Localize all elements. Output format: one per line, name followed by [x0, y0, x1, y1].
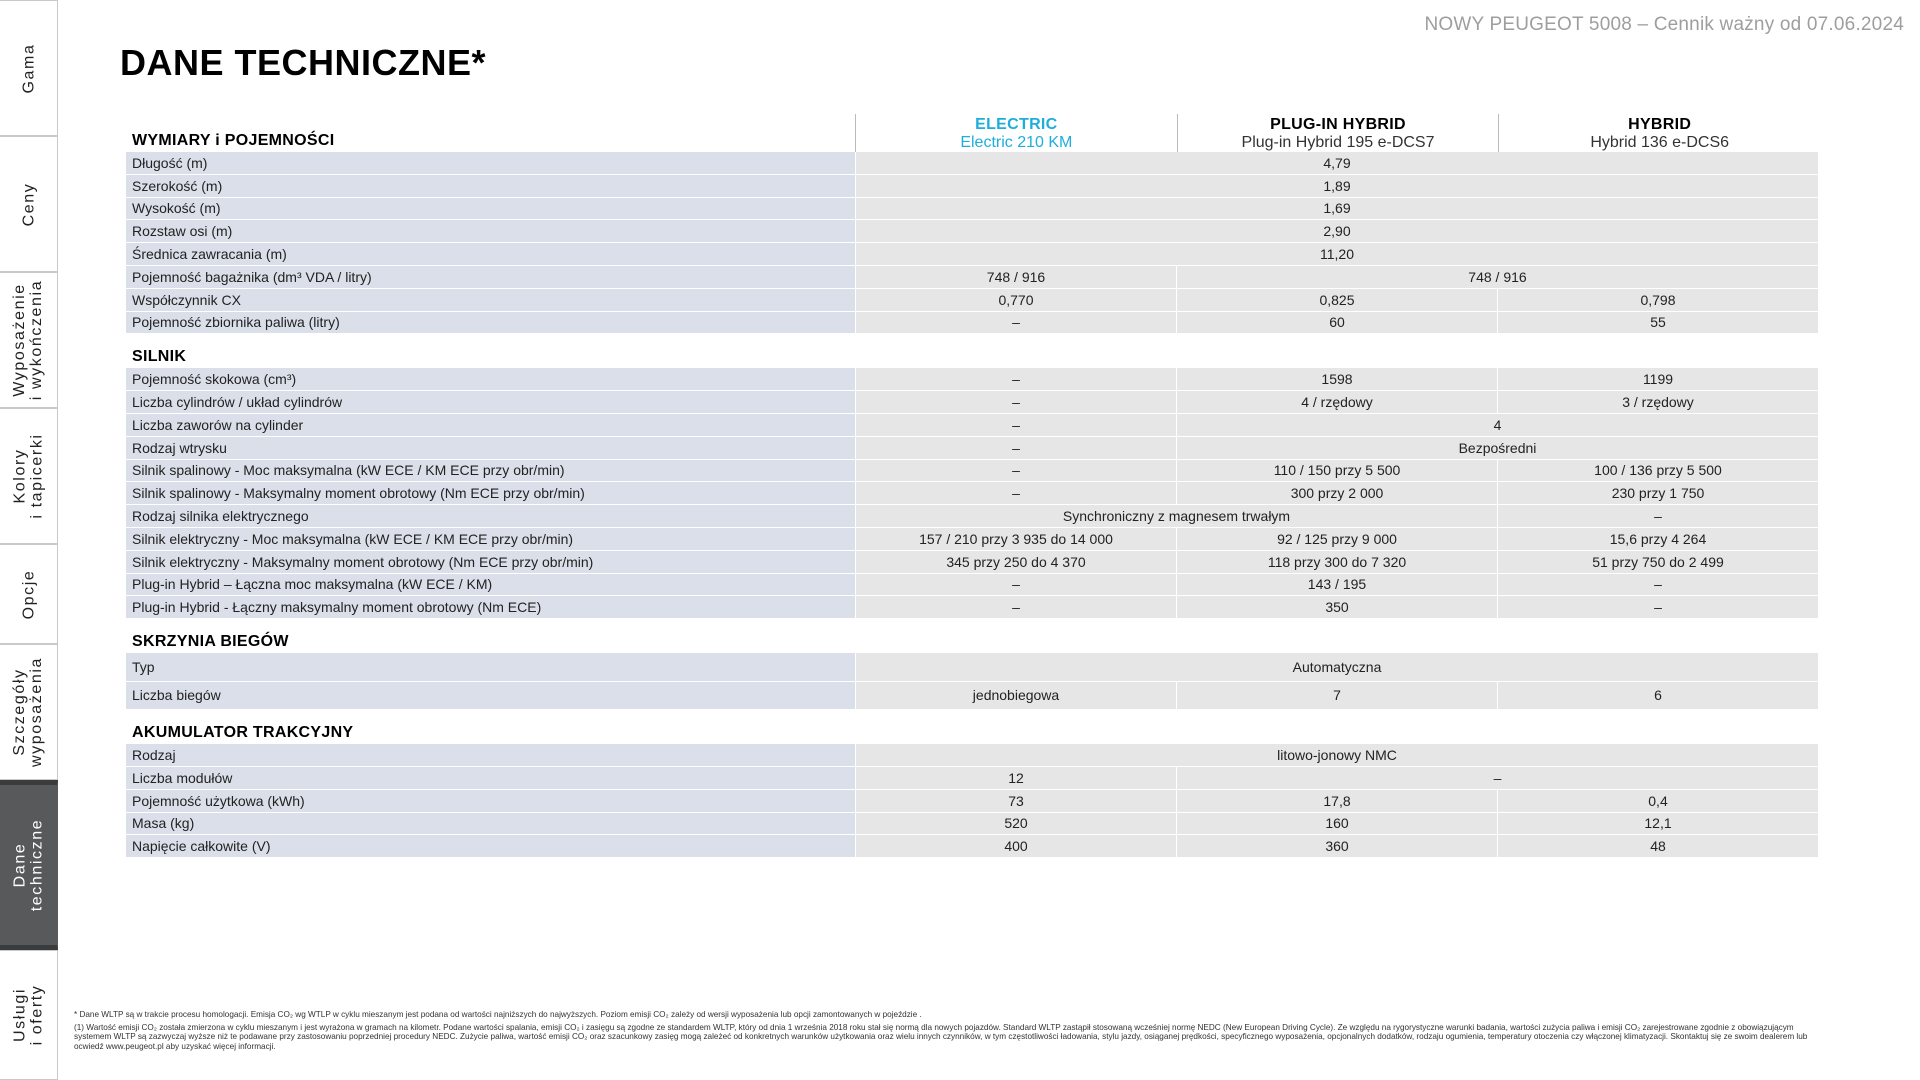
column-title: PLUG-IN HYBRID: [1270, 116, 1406, 133]
column-title: ELECTRIC: [975, 116, 1058, 133]
table-row: [126, 482, 1820, 505]
sidebar-tab-label: Dane techniczne: [11, 818, 46, 912]
table-row: [126, 551, 1820, 574]
row-label: Silnik spalinowy - Maksymalny moment obrotowy (Nm ECE przy obr/min): [126, 482, 855, 504]
footnote-co2: (1) Wartość emisji CO₂ została zmierzona w cyklu mieszanym i jest wyrażona w gramach na kilometr. Podane wartości spalania, emisji CO₂ i zasięgu są zgodne ze standardem WLTP, który od dnia 1 września 2018 roku stał się normą dla nowych pojazdów. Standard WLTP zastąpił stosowaną wcześniej normę NEDC (New European Driving Cycle). Ze względu na rygorystyczne warunki badania, wartości zużycia paliwa i emisji CO₂ zarejestrowane zgodnie z obowiązującym systemem WLTP są zazwyczaj wyższe niż te podawane przy zastosowaniu poprzedniej procedury NEDC. Zużycie paliwa, wartość emisji CO₂ oraz szacunkowy zasięg mogą zależeć od konkretnych warunków użytkowania oraz wielu innych czynników, w tym częstotliwości ładowania, stylu jazdy, osiąganej prędkości, specyficznego wyposażenia, opcjonalnych dodatków, rodzaju ogumienia, temperatury otoczenia czy włączonej klimatyzacji. Skontaktuj się ze swoim dealerem lub ocwiedź www.peugeot.pl aby uzyskać więcej informacji.: [74, 1022, 1808, 1051]
table-cell: 100 / 136 przy 5 500: [1497, 460, 1818, 482]
table-cell: 230 przy 1 750: [1497, 482, 1818, 504]
table-cell: 3 / rzędowy: [1497, 391, 1818, 413]
table-cell: Synchroniczny z magnesem trwałym: [855, 505, 1497, 527]
row-label: Rozstaw osi (m): [126, 220, 855, 242]
sidebar-tab-label: Opcje: [19, 569, 37, 619]
row-label: Długość (m): [126, 152, 855, 174]
table-row: [126, 414, 1820, 437]
table-row: [126, 220, 1820, 243]
table-cell: –: [1497, 596, 1818, 618]
table-row: [126, 198, 1820, 221]
table-cell: Automatyczna: [855, 653, 1818, 681]
table-cell: 11,20: [855, 243, 1818, 265]
sidebar-tab-label: Gama: [19, 43, 37, 93]
section-title: WYMIARY i POJEMNOŚCI: [132, 132, 335, 149]
table-cell: 2,90: [855, 220, 1818, 242]
row-label: Silnik elektryczny - Moc maksymalna (kW ECE / KM ECE przy obr/min): [126, 528, 855, 550]
row-label: Współczynnik CX: [126, 289, 855, 311]
row-label: Liczba biegów: [126, 682, 855, 710]
table-cell: 51 przy 750 do 2 499: [1497, 551, 1818, 573]
table-row: [126, 813, 1820, 836]
row-label: Liczba cylindrów / układ cylindrów: [126, 391, 855, 413]
table-cell: –: [855, 574, 1176, 596]
table-row: [126, 175, 1820, 198]
table-cell: –: [855, 437, 1176, 459]
column-header-2: [1498, 114, 1820, 152]
table-row: [126, 243, 1820, 266]
sidebar-tab-label: Usługi i oferty: [11, 984, 46, 1046]
table-row: [126, 460, 1820, 483]
row-label: Pojemność zbiornika paliwa (litry): [126, 312, 855, 334]
table-cell: 1,69: [855, 198, 1818, 220]
table-cell: 48: [1497, 835, 1818, 857]
table-cell: 143 / 195: [1176, 574, 1497, 596]
row-label: Plug-in Hybrid - Łączny maksymalny moment obrotowy (Nm ECE): [126, 596, 855, 618]
row-label: Rodzaj silnika elektrycznego: [126, 505, 855, 527]
footnotes: [74, 1010, 1814, 1054]
table-cell: 360: [1176, 835, 1497, 857]
table-row: [126, 653, 1820, 682]
sidebar-tab-label: Wyposażenie i wykończenia: [11, 279, 46, 401]
footnote-wltp: * Dane WLTP są w trakcie procesu homologacji. Emisja CO₂ wg WTLP w cyklu mieszanym jest podana od wartości najniższych do najwyższych. Poziom emisji CO₂ zależy od wersji wyposażenia lub opcji zamontowanych w pojeździe .: [74, 1010, 922, 1019]
table-cell: 7: [1176, 682, 1497, 710]
table-cell: 1,89: [855, 175, 1818, 197]
table-cell: –: [1497, 505, 1818, 527]
table-cell: 0,4: [1497, 790, 1818, 812]
row-label: Szerokość (m): [126, 175, 855, 197]
row-label: Masa (kg): [126, 813, 855, 835]
table-cell: 6: [1497, 682, 1818, 710]
table-cell: –: [855, 414, 1176, 436]
row-label: Plug-in Hybrid – Łączna moc maksymalna (kW ECE / KM): [126, 574, 855, 596]
table-cell: –: [1176, 767, 1818, 789]
table-row: [126, 289, 1820, 312]
sidebar-tab-3[interactable]: [0, 408, 58, 544]
row-label: Pojemność skokowa (cm³): [126, 368, 855, 390]
table-cell: 4: [1176, 414, 1818, 436]
table-row: [126, 505, 1820, 528]
table-row: [126, 368, 1820, 391]
table-cell: 60: [1176, 312, 1497, 334]
specs-table: [126, 114, 1820, 858]
table-cell: 118 przy 300 do 7 320: [1176, 551, 1497, 573]
table-cell: jednobiegowa: [855, 682, 1176, 710]
column-header-0: [855, 114, 1177, 152]
sidebar-tab-7[interactable]: [0, 950, 58, 1080]
table-row: [126, 312, 1820, 335]
table-row: [126, 574, 1820, 597]
row-label: Silnik elektryczny - Maksymalny moment obrotowy (Nm ECE przy obr/min): [126, 551, 855, 573]
section-title: AKUMULATOR TRAKCYJNY: [132, 724, 354, 742]
table-cell: 15,6 przy 4 264: [1497, 528, 1818, 550]
table-cell: 157 / 210 przy 3 935 do 14 000: [855, 528, 1176, 550]
table-row: [126, 767, 1820, 790]
table-cell: 160: [1176, 813, 1497, 835]
table-cell: 350: [1176, 596, 1497, 618]
column-subtitle: Plug-in Hybrid 195 e-DCS7: [1241, 134, 1435, 151]
table-cell: litowo-jonowy NMC: [855, 744, 1818, 766]
table-row: [126, 437, 1820, 460]
table-cell: 110 / 150 przy 5 500: [1176, 460, 1497, 482]
table-cell: 748 / 916: [855, 266, 1176, 288]
table-cell: 0,825: [1176, 289, 1497, 311]
row-label: Wysokość (m): [126, 198, 855, 220]
sidebar-nav: [0, 0, 58, 1080]
table-cell: 73: [855, 790, 1176, 812]
table-row: [126, 596, 1820, 619]
table-cell: 12,1: [1497, 813, 1818, 835]
section-title: SILNIK: [132, 348, 187, 366]
column-subtitle: Hybrid 136 e-DCS6: [1590, 134, 1730, 151]
table-cell: –: [855, 391, 1176, 413]
price-list-header: NOWY PEUGEOT 5008 – Cennik ważny od 07.06.2024: [1424, 14, 1904, 35]
table-cell: –: [1497, 574, 1818, 596]
row-label: Silnik spalinowy - Moc maksymalna (kW ECE / KM ECE przy obr/min): [126, 460, 855, 482]
column-title: HYBRID: [1628, 116, 1692, 133]
table-row: [126, 744, 1820, 767]
table-cell: 345 przy 250 do 4 370: [855, 551, 1176, 573]
table-row: [126, 152, 1820, 175]
column-subtitle: Electric 210 KM: [960, 134, 1073, 151]
table-cell: 1199: [1497, 368, 1818, 390]
row-label: Pojemność bagażnika (dm³ VDA / litry): [126, 266, 855, 288]
row-label: Liczba modułów: [126, 767, 855, 789]
table-row: [126, 835, 1820, 858]
table-cell: 1598: [1176, 368, 1497, 390]
row-label: Rodzaj wtrysku: [126, 437, 855, 459]
table-cell: 520: [855, 813, 1176, 835]
table-row: [126, 266, 1820, 289]
table-cell: 4 / rzędowy: [1176, 391, 1497, 413]
sidebar-tab-5[interactable]: [0, 644, 58, 780]
table-cell: –: [855, 460, 1176, 482]
table-cell: 0,798: [1497, 289, 1818, 311]
table-row: [126, 391, 1820, 414]
table-cell: 748 / 916: [1176, 266, 1818, 288]
row-label: Napięcie całkowite (V): [126, 835, 855, 857]
sidebar-tab-label: Szczegóły wyposażenia: [11, 656, 46, 768]
table-cell: –: [855, 596, 1176, 618]
table-cell: 400: [855, 835, 1176, 857]
table-row: [126, 528, 1820, 551]
table-cell: 55: [1497, 312, 1818, 334]
table-cell: 0,770: [855, 289, 1176, 311]
table-cell: 17,8: [1176, 790, 1497, 812]
section-title: SKRZYNIA BIEGÓW: [132, 633, 289, 651]
row-label: Pojemność użytkowa (kWh): [126, 790, 855, 812]
table-cell: 92 / 125 przy 9 000: [1176, 528, 1497, 550]
table-cell: –: [855, 312, 1176, 334]
table-cell: 4,79: [855, 152, 1818, 174]
table-row: [126, 682, 1820, 711]
column-header-1: [1177, 114, 1499, 152]
table-row: [126, 790, 1820, 813]
table-cell: 300 przy 2 000: [1176, 482, 1497, 504]
page-title: DANE TECHNICZNE*: [120, 42, 487, 83]
sidebar-tab-0[interactable]: [0, 0, 58, 136]
sidebar-tab-label: Kolory i tapicerki: [11, 433, 46, 519]
sidebar-tab-1[interactable]: [0, 136, 58, 272]
table-cell: Bezpośredni: [1176, 437, 1818, 459]
sidebar-tab-6[interactable]: [0, 780, 58, 950]
table-cell: –: [855, 368, 1176, 390]
column-header-row: [126, 114, 1820, 152]
sidebar-tab-label: Ceny: [19, 182, 37, 226]
sidebar-tab-4[interactable]: [0, 544, 58, 644]
table-cell: –: [855, 482, 1176, 504]
row-label: Liczba zaworów na cylinder: [126, 414, 855, 436]
row-label: Średnica zawracania (m): [126, 243, 855, 265]
row-label: Rodzaj: [126, 744, 855, 766]
sidebar-tab-2[interactable]: [0, 272, 58, 408]
row-label: Typ: [126, 653, 855, 681]
table-cell: 12: [855, 767, 1176, 789]
